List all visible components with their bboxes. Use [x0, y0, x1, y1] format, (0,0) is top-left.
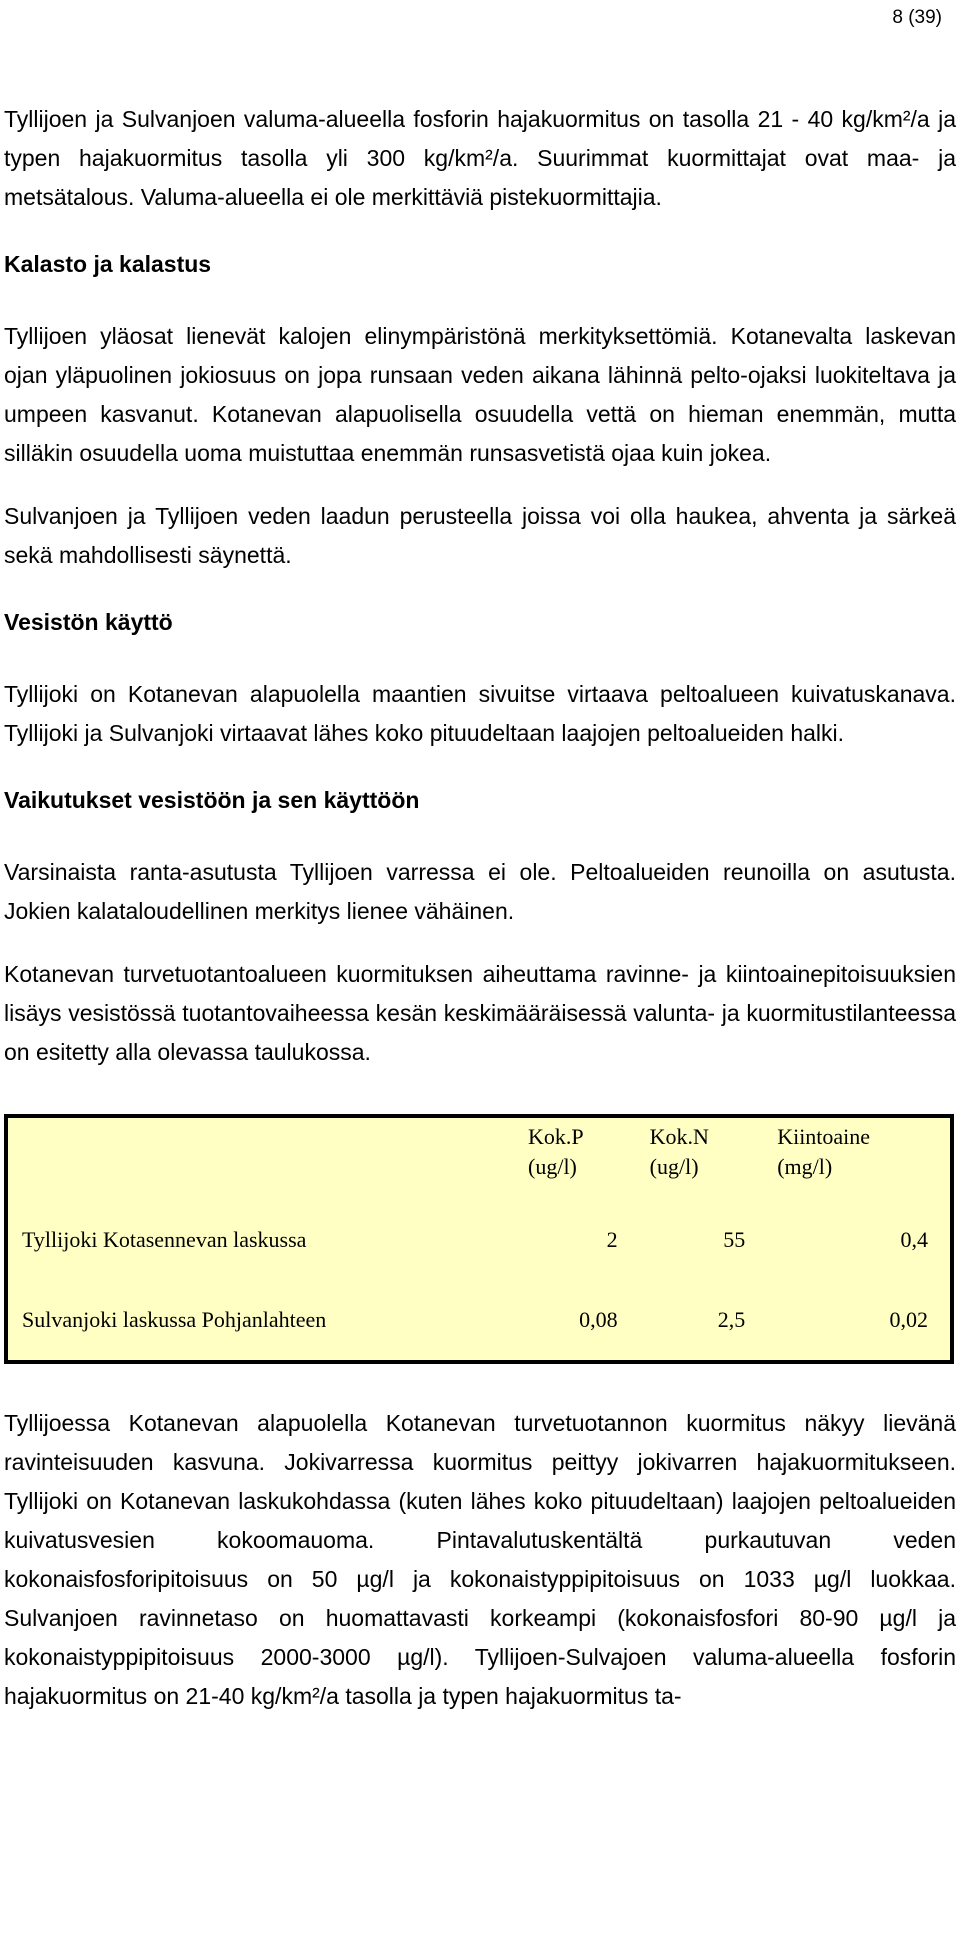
impacts-paragraph-2: Kotanevan turvetuotantoalueen kuormituksen aiheuttama ravinne- ja kiintoainepitoisuuksien lisäys vesistössä tuotantovaiheessa kesän keskimääräisessä valunta- ja kuormitustilanteessa on esitetty alla olevassa taulukossa.	[4, 961, 956, 1065]
row-label: Tyllijoki Kotasennevan laskussa	[22, 1227, 307, 1252]
header-unit: (mg/l)	[777, 1154, 833, 1179]
cell-total-n: 55	[723, 1227, 746, 1252]
nutrient-table-container	[4, 1114, 956, 1364]
header-unit: (ug/l)	[528, 1154, 577, 1179]
header-line: Kok.N	[649, 1124, 709, 1149]
fish-paragraph-2: Sulvanjoen ja Tyllijoen veden laadun perusteella joissa voi olla haukea, ahventa ja särkeä sekä mahdollisesti säynettä.	[4, 503, 956, 568]
header-line: Kiintoaine	[777, 1124, 871, 1149]
table-header-total-n	[640, 1116, 768, 1200]
cell-total-p: 0,08	[579, 1307, 618, 1332]
heading-fish: Kalasto ja kalastus	[4, 251, 212, 277]
header-unit: (ug/l)	[649, 1154, 699, 1179]
table-row	[6, 1280, 952, 1362]
table-row	[6, 1200, 952, 1280]
fish-paragraph-1: Tyllijoen yläosat lienevät kalojen elinympäristönä merkityksettömiä. Kotanevalta laskevan ojan yläpuolinen jokiosuus on jopa runsaan veden aikana lähinnä pelto-ojaksi luokiteltava ja umpeen kasvanut. Kotanevan alapuolisella osuudella vettä on hieman enemmän, mutta silläkin osuudella uoma muistuttaa enemmän runsasvetistä ojaa kuin jokea.	[4, 323, 956, 466]
page-number: 8 (39)	[892, 7, 942, 28]
row-label: Sulvanjoki laskussa Pohjanlahteen	[22, 1307, 327, 1332]
table-header-solids	[767, 1116, 952, 1200]
cell-total-n: 2,5	[717, 1307, 746, 1332]
heading-impacts: Vaikutukset vesistöön ja sen käyttöön	[4, 787, 420, 813]
document-body	[4, 100, 956, 1740]
header-line: Kok.P	[528, 1124, 584, 1149]
impacts-paragraph-3: Tyllijoessa Kotanevan alapuolella Kotanevan turvetuotannon kuormitus näkyy lievänä ravinteisuuden kasvuna. Jokivarressa kuormitus peittyy jokivarren hajakuormitukseen. Tyllijoki on Kotanevan laskukohdassa (kuten lähes koko pituudeltaan) laajojen peltoalueiden kuivatusvesien kokoomauoma. Pintavalutuskentältä purkautuvan veden kokonaisfosforipitoisuus on 50 µg/l ja kokonaistyppipitoisuus on 1033 µg/l luokkaa. Sulvanjoen ravinnetaso on huomattavasti korkeampi (kokonaisfosfori 80-90 µg/l ja kokonaistyppipitoisuus 2000-3000 µg/l). Tyllijoen-Sulvajoen valuma-alueella fosforin hajakuormitus on 21-40 kg/km²/a tasolla ja typen hajakuormitus ta-	[4, 1410, 956, 1709]
table-header-row	[6, 1116, 952, 1200]
usage-paragraph-1: Tyllijoki on Kotanevan alapuolella maantien sivuitse virtaava peltoalueen kuivatuskanava. Tyllijoki ja Sulvanjoki virtaavat lähes koko pituudeltaan laajojen peltoalueiden halki.	[4, 681, 956, 746]
nutrient-load-table	[4, 1114, 954, 1364]
table-header-empty	[6, 1116, 518, 1200]
cell-solids: 0,4	[900, 1227, 928, 1252]
cell-total-p: 2	[606, 1227, 618, 1252]
impacts-paragraph-1: Varsinaista ranta-asutusta Tyllijoen varressa ei ole. Peltoalueiden reunoilla on asutusta. Jokien kalataloudellinen merkitys lienee vähäinen.	[4, 859, 956, 924]
intro-paragraph: Tyllijoen ja Sulvanjoen valuma-alueella fosforin hajakuormitus on tasolla 21 - 40 kg/km²/a ja typen hajakuormitus tasolla yli 300 kg/km²/a. Suurimmat kuormittajat ovat maa- ja metsätalous. Valuma-alueella ei ole merkittäviä pistekuormittajia.	[4, 106, 956, 210]
cell-solids: 0,02	[889, 1307, 928, 1332]
heading-usage: Vesistön käyttö	[4, 609, 173, 635]
table-header-total-p	[518, 1116, 640, 1200]
